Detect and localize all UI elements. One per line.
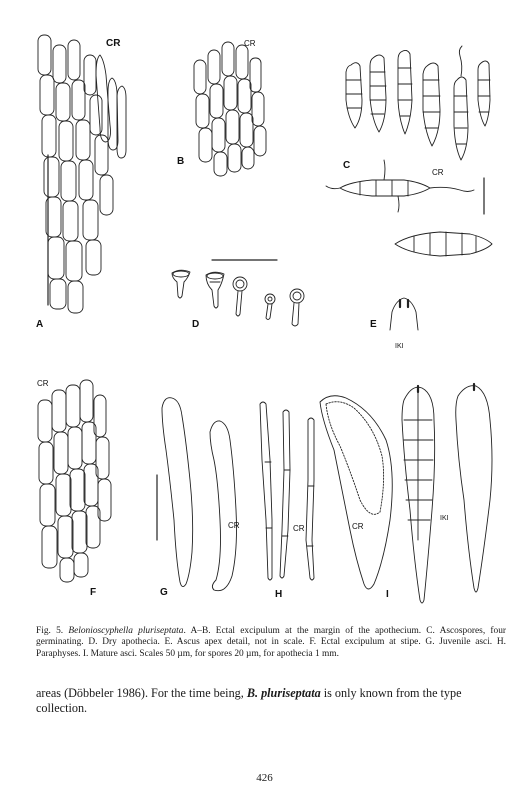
caption-species: Belonioscyphella pluriseptata (68, 626, 184, 636)
panel-label-i: I (386, 589, 389, 600)
panel-c-drawing (326, 46, 492, 256)
panel-b-cr-label: CR (244, 39, 256, 48)
panel-h-cr-label: CR (293, 524, 305, 533)
panel-c-cr-label: CR (432, 168, 444, 177)
panel-label-d: D (192, 319, 200, 330)
figure-caption (36, 626, 506, 660)
panel-e-iki-label: IKI (395, 343, 404, 350)
panel-g-drawing (157, 398, 237, 591)
panel-h-drawing (260, 402, 314, 580)
panel-f-drawing (38, 380, 111, 582)
body-species: B. pluriseptata (246, 686, 321, 700)
panel-g-cr-label: CR (228, 521, 240, 530)
panel-f-cr-label: CR (37, 379, 49, 388)
panel-d-drawing (172, 260, 304, 326)
body-paragraph (36, 686, 506, 716)
caption-prefix: Fig. 5. (36, 626, 64, 636)
panel-label-b: B (177, 156, 185, 167)
panel-label-e: E (370, 319, 377, 330)
page-number: 426 (256, 772, 273, 784)
panel-label-c: C (343, 160, 351, 171)
panel-b-drawing (194, 42, 266, 176)
panel-e-drawing (390, 298, 418, 330)
panel-i-iki-label: IKI (440, 515, 449, 522)
panel-label-a: A (36, 319, 44, 330)
panel-a-cr-label: CR (106, 38, 121, 49)
panel-label-h: H (275, 589, 283, 600)
body-text-after: is only known from the type collection. (36, 686, 462, 715)
panel-i-drawing (320, 384, 492, 603)
panel-label-g: G (160, 587, 168, 598)
panel-a-drawing (38, 35, 126, 313)
panel-label-f: F (90, 587, 97, 598)
body-text-before: areas (Döbbeler 1986). For the time being, (36, 686, 247, 700)
caption-text: . A–B. Ectal excipulum at the margin of the apothecium. C. Ascospores, four germinating. D. Dry apothecia. E. Ascus apex detail, not in scale. F. Ectal excipulum at stipe. G. Juvenile asci. H. Paraphyses. I. Mature asci. Scales 50 µm, for spores 20 µm, for apothecia 1 mm. (36, 626, 507, 659)
panel-i-cr-label: CR (352, 522, 364, 531)
